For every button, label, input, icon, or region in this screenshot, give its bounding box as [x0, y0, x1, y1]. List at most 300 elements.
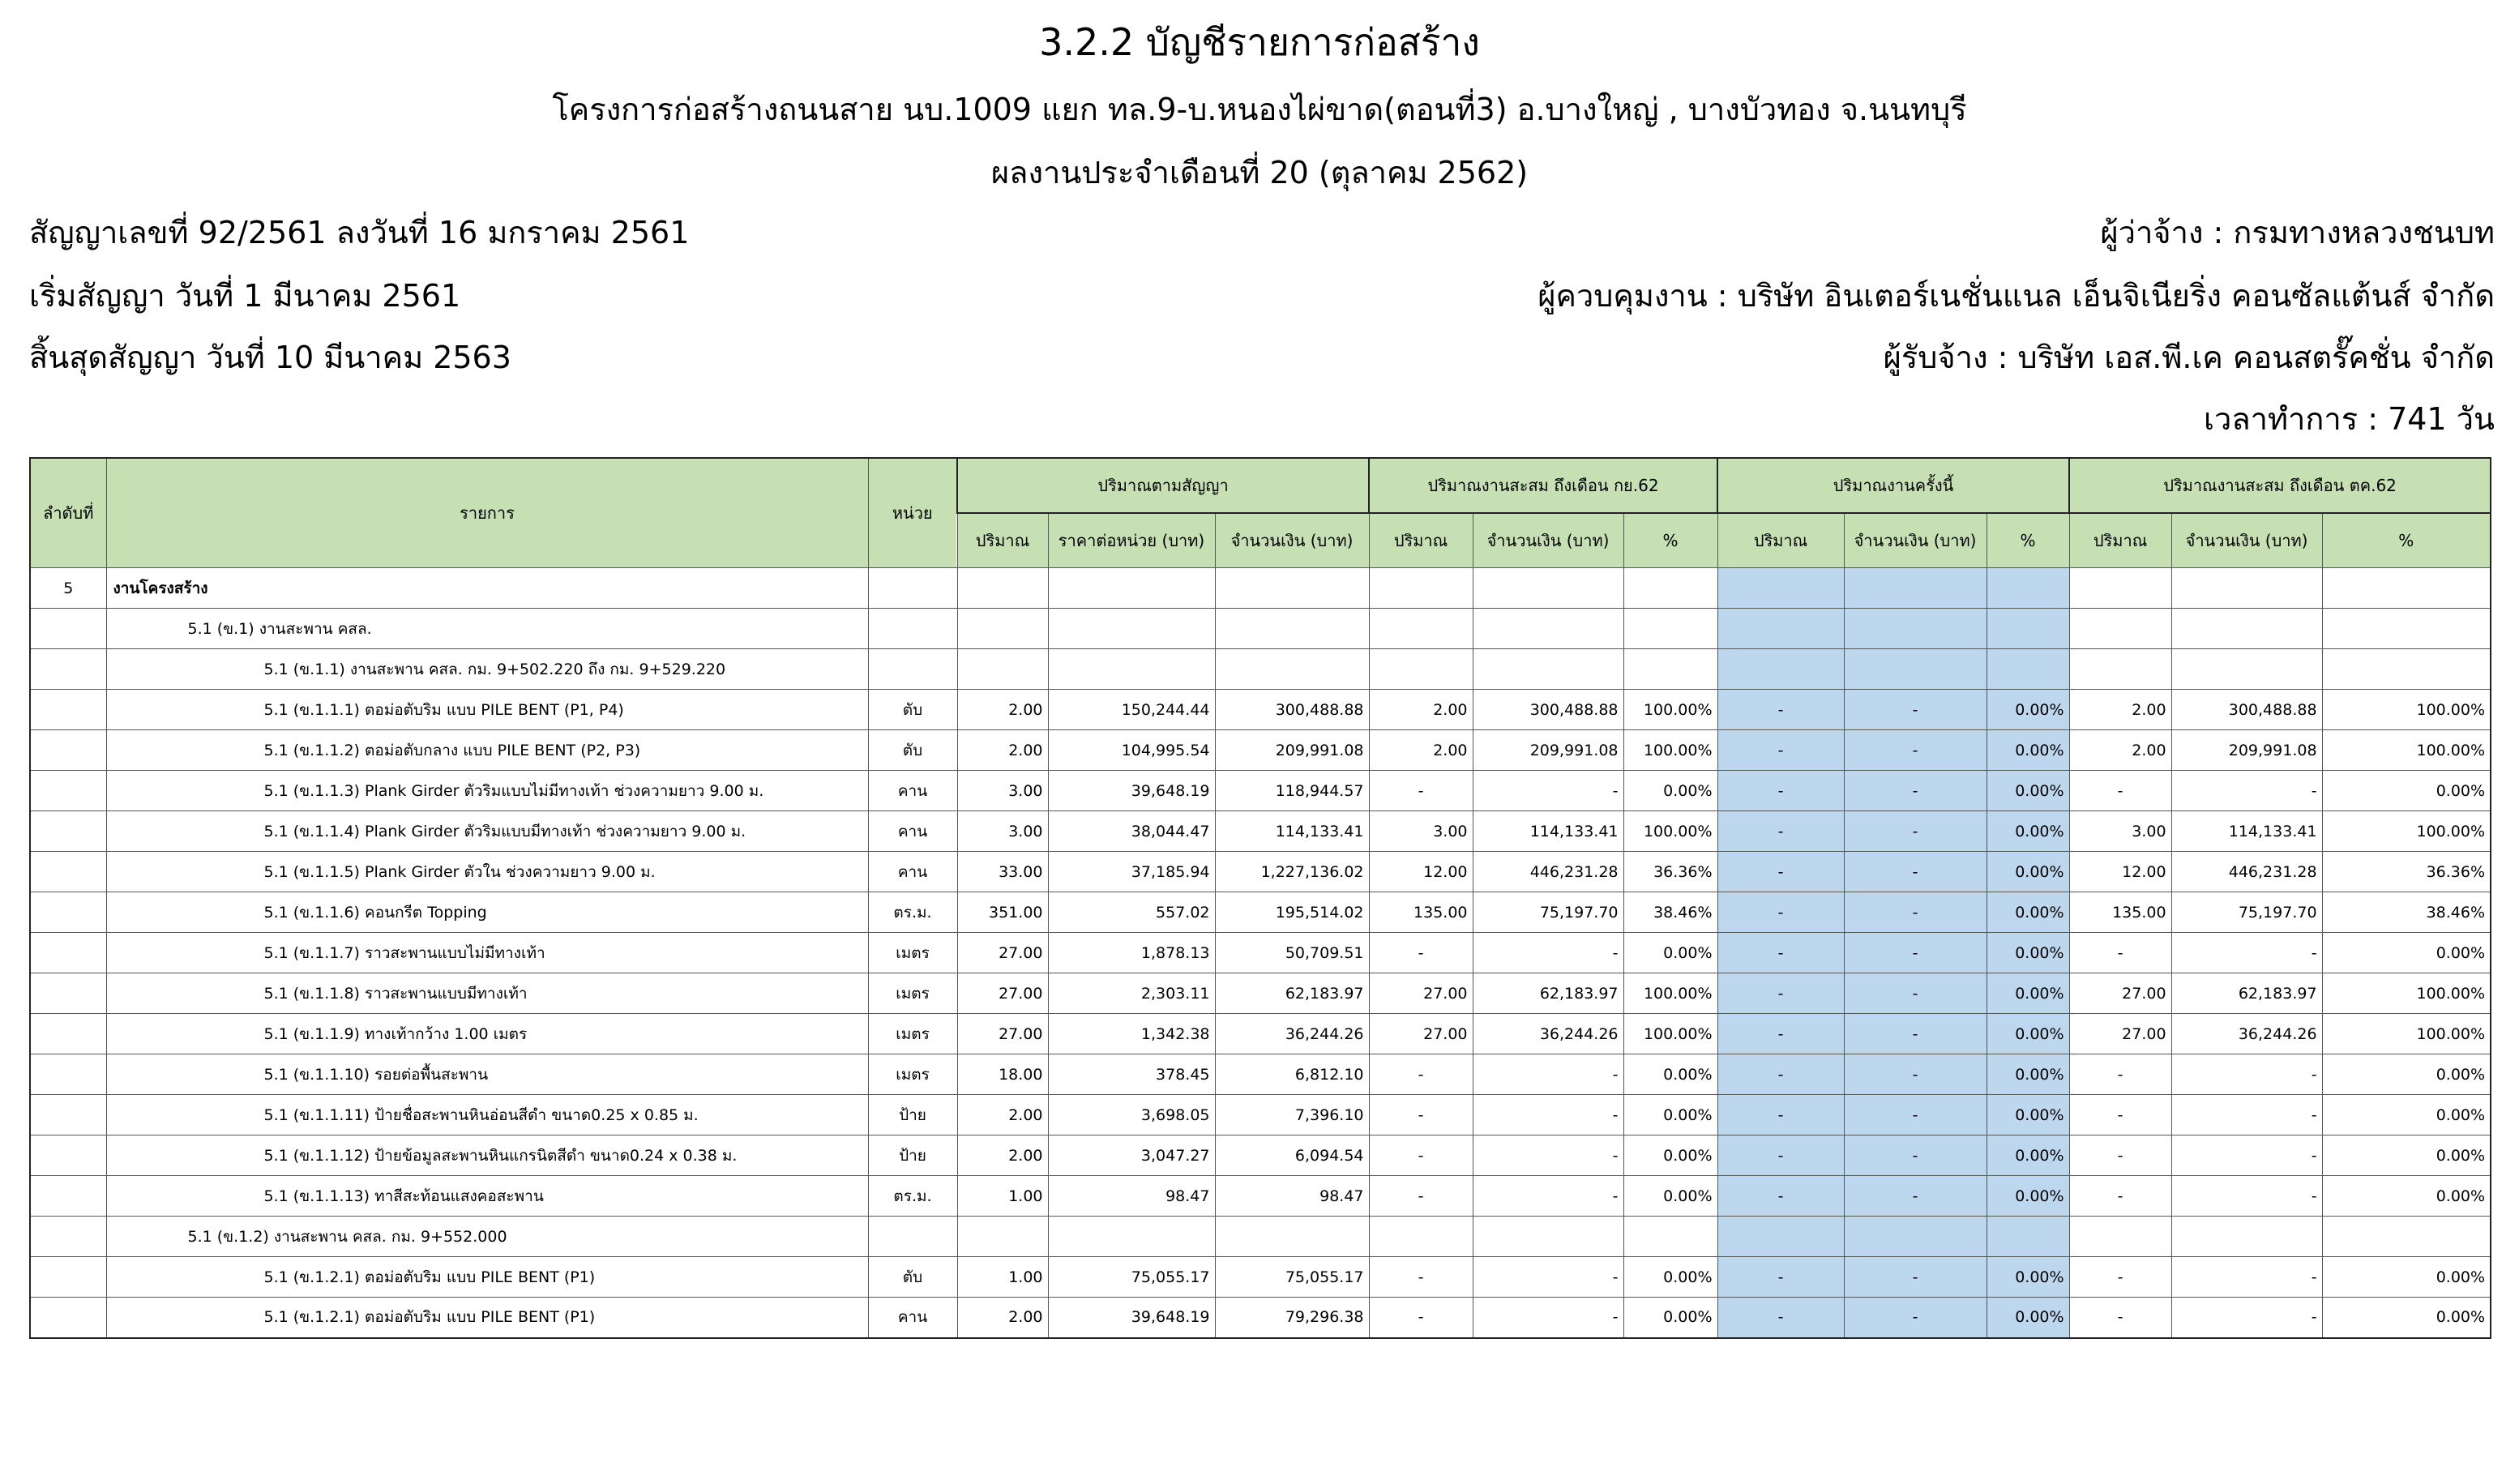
cell-prev-qty: - [1369, 771, 1473, 811]
table-row [30, 649, 2491, 690]
table-row [30, 771, 2491, 811]
cell-current-qty: - [1717, 1176, 1844, 1217]
cell-prev-pct: 0.00% [1623, 933, 1717, 973]
cell-contract-unit-price [1048, 649, 1215, 690]
col-item-header: รายการ [106, 458, 868, 568]
cell-prev-qty: - [1369, 1176, 1473, 1217]
cell-prev-pct: 100.00% [1623, 1014, 1717, 1054]
sub-pct-header: % [1623, 513, 1717, 568]
cell-item: 5.1 (ข.1.1) งานสะพาน คสล. กม. 9+502.220 ถึง กม. 9+529.220 [106, 649, 868, 690]
cell-contract-unit-price: 3,047.27 [1048, 1135, 1215, 1176]
cell-unit: ตร.ม. [868, 892, 957, 933]
cell-current-pct: 0.00% [1987, 1298, 2069, 1338]
cell-unit: คาน [868, 811, 957, 852]
cell-prev-qty: - [1369, 1257, 1473, 1298]
cell-current-amount: - [1844, 1054, 1987, 1095]
cell-unit: ป้าย [868, 1095, 957, 1135]
cell-cumulative-pct: 0.00% [2322, 1135, 2491, 1176]
cell-no [30, 1298, 106, 1338]
cell-item: 5.1 (ข.1.1.4) Plank Girder ตัวริมแบบมีทางเท้า ช่วงความยาว 9.00 ม. [106, 811, 868, 852]
sub-unit-price-header: ราคาต่อหน่วย (บาท) [1048, 513, 1215, 568]
cell-cumulative-qty: - [2069, 1135, 2171, 1176]
cell-unit: ตับ [868, 730, 957, 771]
cell-prev-pct: 100.00% [1623, 690, 1717, 730]
cell-prev-amount: 209,991.08 [1473, 730, 1623, 771]
cell-cumulative-amount: 446,231.28 [2171, 852, 2322, 892]
cell-unit [868, 568, 957, 609]
cell-cumulative-amount: 36,244.26 [2171, 1014, 2322, 1054]
cell-current-qty: - [1717, 690, 1844, 730]
cell-prev-amount: - [1473, 1298, 1623, 1338]
cell-contract-amount: 6,094.54 [1215, 1135, 1369, 1176]
cell-cumulative-qty: - [2069, 1257, 2171, 1298]
cell-prev-amount: 36,244.26 [1473, 1014, 1623, 1054]
cell-contract-qty: 2.00 [957, 690, 1048, 730]
table-row [30, 1176, 2491, 1217]
cell-contract-amount: 36,244.26 [1215, 1014, 1369, 1054]
cell-cumulative-pct: 0.00% [2322, 933, 2491, 973]
table-row [30, 609, 2491, 649]
cell-cumulative-qty: - [2069, 1054, 2171, 1095]
cell-contract-amount: 195,514.02 [1215, 892, 1369, 933]
cell-contract-unit-price [1048, 609, 1215, 649]
cell-no [30, 1014, 106, 1054]
cell-unit: เมตร [868, 1014, 957, 1054]
cell-prev-amount: 75,197.70 [1473, 892, 1623, 933]
cell-cumulative-pct [2322, 649, 2491, 690]
cell-current-qty: - [1717, 973, 1844, 1014]
employer: ผู้ว่าจ้าง : กรมทางหลวงชนบท [2100, 215, 2495, 250]
cell-no [30, 1135, 106, 1176]
cell-cumulative-amount: - [2171, 771, 2322, 811]
cell-current-qty: - [1717, 811, 1844, 852]
cell-cumulative-amount: - [2171, 1298, 2322, 1338]
cell-prev-pct: 100.00% [1623, 811, 1717, 852]
cell-unit [868, 609, 957, 649]
cell-current-pct: 0.00% [1987, 852, 2069, 892]
group-current-header: ปริมาณงานครั้งนี้ [1717, 458, 2069, 513]
cell-item: 5.1 (ข.1.1.3) Plank Girder ตัวริมแบบไม่มีทางเท้า ช่วงความยาว 9.00 ม. [106, 771, 868, 811]
cell-item: 5.1 (ข.1.1.1) ตอม่อตับริม แบบ PILE BENT (P1, P4) [106, 690, 868, 730]
cell-prev-amount [1473, 1217, 1623, 1257]
table-row [30, 1095, 2491, 1135]
cell-current-amount [1844, 568, 1987, 609]
cell-current-pct: 0.00% [1987, 973, 2069, 1014]
cell-cumulative-amount: 75,197.70 [2171, 892, 2322, 933]
cell-prev-qty: - [1369, 1095, 1473, 1135]
cell-unit: ป้าย [868, 1135, 957, 1176]
cell-current-qty: - [1717, 1257, 1844, 1298]
cell-cumulative-qty: 27.00 [2069, 973, 2171, 1014]
cell-prev-pct: 0.00% [1623, 1135, 1717, 1176]
construction-items-table [29, 457, 2491, 1339]
cell-cumulative-amount [2171, 568, 2322, 609]
cell-contract-amount: 50,709.51 [1215, 933, 1369, 973]
cell-cumulative-amount: - [2171, 1054, 2322, 1095]
cell-contract-amount: 98.47 [1215, 1176, 1369, 1217]
cell-contract-unit-price: 37,185.94 [1048, 852, 1215, 892]
cell-contract-amount: 62,183.97 [1215, 973, 1369, 1014]
cell-contract-qty: 1.00 [957, 1257, 1048, 1298]
cell-contract-unit-price: 75,055.17 [1048, 1257, 1215, 1298]
cell-cumulative-pct: 0.00% [2322, 1298, 2491, 1338]
cell-prev-qty: 2.00 [1369, 690, 1473, 730]
cell-contract-amount: 6,812.10 [1215, 1054, 1369, 1095]
cell-cumulative-amount: 114,133.41 [2171, 811, 2322, 852]
sub-pct-header: % [2322, 513, 2491, 568]
cell-prev-amount [1473, 649, 1623, 690]
cell-current-amount: - [1844, 1095, 1987, 1135]
sub-qty-header: ปริมาณ [957, 513, 1048, 568]
cell-current-qty: - [1717, 892, 1844, 933]
cell-cumulative-pct [2322, 1217, 2491, 1257]
cell-prev-amount: - [1473, 771, 1623, 811]
cell-prev-qty: - [1369, 1298, 1473, 1338]
cell-contract-qty [957, 609, 1048, 649]
table-row [30, 1217, 2491, 1257]
cell-no [30, 771, 106, 811]
cell-no [30, 690, 106, 730]
cell-cumulative-amount [2171, 649, 2322, 690]
cell-cumulative-amount [2171, 1217, 2322, 1257]
cell-item: 5.1 (ข.1.1.8) ราวสะพานแบบมีทางเท้า [106, 973, 868, 1014]
cell-current-amount: - [1844, 730, 1987, 771]
project-name: โครงการก่อสร้างถนนสาย นบ.1009 แยก ทล.9-บ.หนองไผ่ขาด(ตอนที่3) อ.บางใหญ่ , บางบัวทอง จ.นนทบุรี [552, 92, 1967, 127]
cell-prev-amount: 114,133.41 [1473, 811, 1623, 852]
cell-cumulative-amount: - [2171, 1095, 2322, 1135]
cell-unit: เมตร [868, 973, 957, 1014]
cell-prev-amount: - [1473, 1257, 1623, 1298]
cell-unit: คาน [868, 1298, 957, 1338]
cell-cumulative-pct: 100.00% [2322, 690, 2491, 730]
cell-current-amount: - [1844, 690, 1987, 730]
table-body [30, 568, 2491, 1338]
cell-item: 5.1 (ข.1.2) งานสะพาน คสล. กม. 9+552.000 [106, 1217, 868, 1257]
cell-contract-unit-price: 1,878.13 [1048, 933, 1215, 973]
cell-unit [868, 649, 957, 690]
cell-current-amount: - [1844, 811, 1987, 852]
cell-current-pct: 0.00% [1987, 1014, 2069, 1054]
cell-contract-amount: 209,991.08 [1215, 730, 1369, 771]
cell-no [30, 973, 106, 1014]
cell-cumulative-pct: 0.00% [2322, 1257, 2491, 1298]
cell-contract-unit-price [1048, 568, 1215, 609]
contractor: ผู้รับจ้าง : บริษัท เอส.พี.เค คอนสตรั๊คชั่น จำกัด [1883, 340, 2495, 375]
cell-no [30, 892, 106, 933]
cell-current-pct: 0.00% [1987, 1176, 2069, 1217]
cell-current-qty: - [1717, 1054, 1844, 1095]
cell-unit: เมตร [868, 933, 957, 973]
cell-prev-qty: - [1369, 1054, 1473, 1095]
cell-cumulative-qty: - [2069, 933, 2171, 973]
cell-contract-qty: 351.00 [957, 892, 1048, 933]
cell-item: งานโครงสร้าง [106, 568, 868, 609]
cell-contract-amount [1215, 649, 1369, 690]
cell-prev-amount: 62,183.97 [1473, 973, 1623, 1014]
cell-prev-qty: 27.00 [1369, 973, 1473, 1014]
cell-no [30, 1054, 106, 1095]
cell-prev-amount: - [1473, 1176, 1623, 1217]
group-contract-header: ปริมาณตามสัญญา [957, 458, 1369, 513]
contract-end: สิ้นสุดสัญญา วันที่ 10 มีนาคม 2563 [29, 340, 511, 375]
sub-amount-header: จำนวนเงิน (บาท) [2171, 513, 2322, 568]
cell-no [30, 933, 106, 973]
cell-cumulative-amount [2171, 609, 2322, 649]
cell-current-amount: - [1844, 771, 1987, 811]
cell-prev-qty: 135.00 [1369, 892, 1473, 933]
cell-contract-qty [957, 649, 1048, 690]
cell-unit: คาน [868, 771, 957, 811]
table-row [30, 973, 2491, 1014]
cell-current-qty: - [1717, 1135, 1844, 1176]
cell-item: 5.1 (ข.1.1.2) ตอม่อตับกลาง แบบ PILE BENT (P2, P3) [106, 730, 868, 771]
cell-prev-qty [1369, 609, 1473, 649]
cell-item: 5.1 (ข.1.1.10) รอยต่อพื้นสะพาน [106, 1054, 868, 1095]
cell-prev-pct: 100.00% [1623, 730, 1717, 771]
cell-current-pct: 0.00% [1987, 811, 2069, 852]
cell-contract-qty: 1.00 [957, 1176, 1048, 1217]
cell-contract-qty: 27.00 [957, 933, 1048, 973]
supervisor: ผู้ควบคุมงาน : บริษัท อินเตอร์เนชั่นแนล เอ็นจิเนียริ่ง คอนซัลแต้นส์ จำกัด [1537, 278, 2495, 314]
col-unit-header: หน่วย [868, 458, 957, 568]
cell-current-pct: 0.00% [1987, 690, 2069, 730]
cell-prev-pct: 0.00% [1623, 1257, 1717, 1298]
cell-prev-pct: 0.00% [1623, 1054, 1717, 1095]
cell-current-pct [1987, 609, 2069, 649]
cell-prev-qty: 3.00 [1369, 811, 1473, 852]
cell-current-pct: 0.00% [1987, 1257, 2069, 1298]
cell-prev-amount: - [1473, 1135, 1623, 1176]
cell-prev-qty [1369, 649, 1473, 690]
cell-current-qty: - [1717, 933, 1844, 973]
sub-qty-header: ปริมาณ [1717, 513, 1844, 568]
cell-contract-unit-price: 1,342.38 [1048, 1014, 1215, 1054]
group-prev-header: ปริมาณงานสะสม ถึงเดือน กย.62 [1369, 458, 1717, 513]
cell-current-qty [1717, 609, 1844, 649]
cell-cumulative-amount: - [2171, 933, 2322, 973]
cell-no [30, 1176, 106, 1217]
cell-contract-unit-price: 104,995.54 [1048, 730, 1215, 771]
cell-contract-qty: 3.00 [957, 811, 1048, 852]
cell-cumulative-pct [2322, 609, 2491, 649]
cell-cumulative-pct: 36.36% [2322, 852, 2491, 892]
cell-prev-amount [1473, 568, 1623, 609]
cell-contract-unit-price: 98.47 [1048, 1176, 1215, 1217]
cell-current-amount [1844, 1217, 1987, 1257]
cell-unit: เมตร [868, 1054, 957, 1095]
cell-prev-qty: 2.00 [1369, 730, 1473, 771]
cell-contract-unit-price: 378.45 [1048, 1054, 1215, 1095]
cell-item: 5.1 (ข.1) งานสะพาน คสล. [106, 609, 868, 649]
cell-contract-unit-price: 557.02 [1048, 892, 1215, 933]
cell-item: 5.1 (ข.1.1.5) Plank Girder ตัวใน ช่วงความยาว 9.00 ม. [106, 852, 868, 892]
cell-prev-qty [1369, 568, 1473, 609]
cell-contract-qty: 2.00 [957, 730, 1048, 771]
sub-pct-header: % [1987, 513, 2069, 568]
cell-contract-qty: 33.00 [957, 852, 1048, 892]
table-row [30, 892, 2491, 933]
cell-contract-amount [1215, 568, 1369, 609]
cell-current-qty: - [1717, 1095, 1844, 1135]
cell-cumulative-pct: 100.00% [2322, 730, 2491, 771]
cell-prev-qty: - [1369, 933, 1473, 973]
cell-current-amount: - [1844, 1257, 1987, 1298]
cell-current-amount: - [1844, 1176, 1987, 1217]
cell-contract-qty: 27.00 [957, 973, 1048, 1014]
table-row [30, 933, 2491, 973]
cell-current-qty: - [1717, 1014, 1844, 1054]
cell-contract-qty: 2.00 [957, 1298, 1048, 1338]
table-row [30, 811, 2491, 852]
cell-no [30, 649, 106, 690]
sub-amount-header: จำนวนเงิน (บาท) [1473, 513, 1623, 568]
cell-unit: ตับ [868, 690, 957, 730]
cell-cumulative-qty: - [2069, 1298, 2171, 1338]
cell-contract-qty: 2.00 [957, 1135, 1048, 1176]
cell-prev-amount: 446,231.28 [1473, 852, 1623, 892]
cell-current-pct: 0.00% [1987, 1054, 2069, 1095]
cell-contract-qty: 27.00 [957, 1014, 1048, 1054]
cell-cumulative-amount: - [2171, 1257, 2322, 1298]
cell-cumulative-pct [2322, 568, 2491, 609]
cell-cumulative-qty: - [2069, 1095, 2171, 1135]
cell-contract-unit-price: 2,303.11 [1048, 973, 1215, 1014]
cell-cumulative-qty [2069, 649, 2171, 690]
cell-contract-amount: 114,133.41 [1215, 811, 1369, 852]
cell-current-amount [1844, 649, 1987, 690]
cell-prev-amount: - [1473, 1095, 1623, 1135]
cell-item: 5.1 (ข.1.1.11) ป้ายชื่อสะพานหินอ่อนสีดำ ขนาด0.25 x 0.85 ม. [106, 1095, 868, 1135]
cell-contract-amount: 300,488.88 [1215, 690, 1369, 730]
sub-amount-header: จำนวนเงิน (บาท) [1215, 513, 1369, 568]
cell-current-pct: 0.00% [1987, 1135, 2069, 1176]
cell-cumulative-qty: 12.00 [2069, 852, 2171, 892]
cell-cumulative-qty [2069, 609, 2171, 649]
report-period: ผลงานประจำเดือนที่ 20 (ตุลาคม 2562) [990, 155, 1529, 190]
cell-contract-amount: 1,227,136.02 [1215, 852, 1369, 892]
cell-current-amount: - [1844, 1135, 1987, 1176]
cell-contract-amount [1215, 1217, 1369, 1257]
cell-prev-pct: 0.00% [1623, 1176, 1717, 1217]
cell-current-qty: - [1717, 771, 1844, 811]
cell-contract-qty: 3.00 [957, 771, 1048, 811]
cell-prev-qty: - [1369, 1135, 1473, 1176]
cell-item: 5.1 (ข.1.1.7) ราวสะพานแบบไม่มีทางเท้า [106, 933, 868, 973]
cell-cumulative-amount: - [2171, 1135, 2322, 1176]
cell-no [30, 852, 106, 892]
cell-no [30, 811, 106, 852]
cell-current-amount: - [1844, 973, 1987, 1014]
cell-prev-amount: - [1473, 1054, 1623, 1095]
cell-item: 5.1 (ข.1.1.6) คอนกรีต Topping [106, 892, 868, 933]
duration: เวลาทำการ : 741 วัน [2204, 401, 2495, 437]
cell-current-qty [1717, 1217, 1844, 1257]
cell-cumulative-pct: 100.00% [2322, 973, 2491, 1014]
cell-no [30, 1257, 106, 1298]
cell-contract-qty [957, 568, 1048, 609]
cell-cumulative-qty [2069, 568, 2171, 609]
cell-item: 5.1 (ข.1.2.1) ตอม่อตับริม แบบ PILE BENT (P1) [106, 1298, 868, 1338]
cell-current-pct: 0.00% [1987, 933, 2069, 973]
cell-prev-pct [1623, 568, 1717, 609]
sub-qty-header: ปริมาณ [1369, 513, 1473, 568]
cell-current-pct: 0.00% [1987, 892, 2069, 933]
cell-prev-pct [1623, 649, 1717, 690]
cell-cumulative-qty [2069, 1217, 2171, 1257]
cell-contract-unit-price: 39,648.19 [1048, 771, 1215, 811]
cell-current-qty [1717, 568, 1844, 609]
cell-current-amount: - [1844, 933, 1987, 973]
group-cumulative-header: ปริมาณงานสะสม ถึงเดือน ตค.62 [2069, 458, 2491, 513]
cell-prev-pct: 0.00% [1623, 1095, 1717, 1135]
cell-unit: คาน [868, 852, 957, 892]
cell-cumulative-amount: 300,488.88 [2171, 690, 2322, 730]
cell-prev-pct: 38.46% [1623, 892, 1717, 933]
cell-contract-unit-price: 3,698.05 [1048, 1095, 1215, 1135]
cell-cumulative-pct: 100.00% [2322, 811, 2491, 852]
cell-current-amount: - [1844, 1298, 1987, 1338]
cell-current-amount: - [1844, 852, 1987, 892]
table-row [30, 1014, 2491, 1054]
cell-prev-pct [1623, 1217, 1717, 1257]
cell-current-qty: - [1717, 1298, 1844, 1338]
cell-cumulative-pct: 0.00% [2322, 1054, 2491, 1095]
cell-unit: ตับ [868, 1257, 957, 1298]
cell-prev-qty: 27.00 [1369, 1014, 1473, 1054]
cell-current-amount: - [1844, 1014, 1987, 1054]
cell-no [30, 1217, 106, 1257]
table-row [30, 730, 2491, 771]
cell-cumulative-pct: 0.00% [2322, 1095, 2491, 1135]
cell-contract-unit-price: 39,648.19 [1048, 1298, 1215, 1338]
cell-cumulative-amount: - [2171, 1176, 2322, 1217]
cell-contract-qty: 18.00 [957, 1054, 1048, 1095]
contract-number: สัญญาเลขที่ 92/2561 ลงวันที่ 16 มกราคม 2561 [29, 215, 690, 250]
cell-prev-pct: 0.00% [1623, 1298, 1717, 1338]
table-row [30, 1298, 2491, 1338]
cell-contract-unit-price [1048, 1217, 1215, 1257]
col-no-header: ลำดับที่ [30, 458, 106, 568]
table-row [30, 1054, 2491, 1095]
cell-contract-unit-price: 38,044.47 [1048, 811, 1215, 852]
cell-current-pct: 0.00% [1987, 730, 2069, 771]
cell-prev-pct: 100.00% [1623, 973, 1717, 1014]
cell-prev-pct: 0.00% [1623, 771, 1717, 811]
cell-unit: ตร.ม. [868, 1176, 957, 1217]
cell-prev-pct [1623, 609, 1717, 649]
cell-cumulative-qty: - [2069, 771, 2171, 811]
cell-contract-amount [1215, 609, 1369, 649]
cell-contract-qty [957, 1217, 1048, 1257]
cell-cumulative-amount: 209,991.08 [2171, 730, 2322, 771]
cell-prev-pct: 36.36% [1623, 852, 1717, 892]
sub-qty-header: ปริมาณ [2069, 513, 2171, 568]
cell-current-qty: - [1717, 730, 1844, 771]
contract-start: เริ่มสัญญา วันที่ 1 มีนาคม 2561 [29, 278, 461, 314]
table-row [30, 690, 2491, 730]
cell-no [30, 1095, 106, 1135]
cell-current-pct [1987, 649, 2069, 690]
cell-no: 5 [30, 568, 106, 609]
cell-contract-amount: 75,055.17 [1215, 1257, 1369, 1298]
table-row [30, 1135, 2491, 1176]
cell-prev-amount: 300,488.88 [1473, 690, 1623, 730]
cell-prev-qty [1369, 1217, 1473, 1257]
cell-prev-amount: - [1473, 933, 1623, 973]
cell-no [30, 609, 106, 649]
cell-cumulative-pct: 0.00% [2322, 771, 2491, 811]
cell-cumulative-pct: 100.00% [2322, 1014, 2491, 1054]
